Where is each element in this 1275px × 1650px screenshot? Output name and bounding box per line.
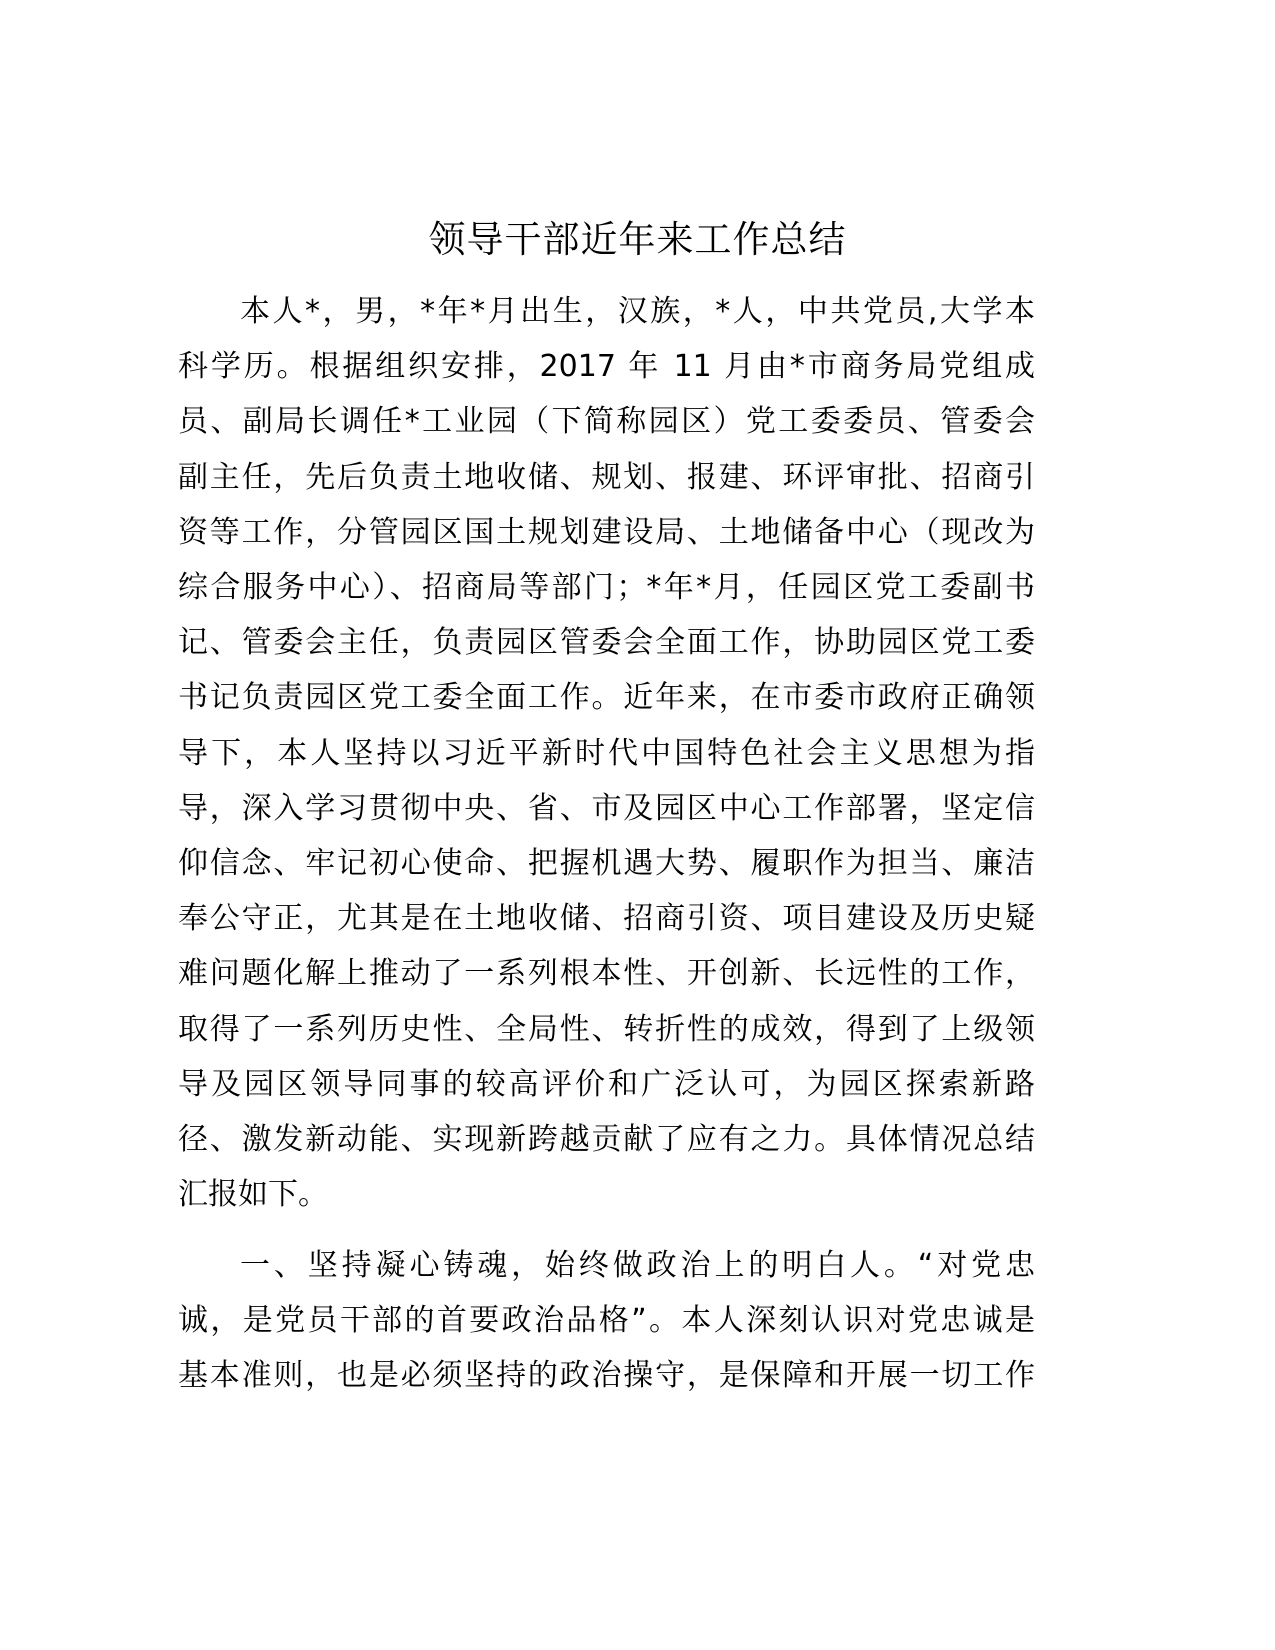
paragraph-1-line: 综合服务中心）、招商局等部门；*年*月，任园区党工委副书 (178, 570, 1035, 605)
paragraph-1-line: 奉公守正，尤其是在土地收储、招商引资、项目建设及历史疑 (178, 901, 1035, 937)
paragraph-2-line: 基本准则，也是必须坚持的政治操守，是保障和开展一切工作 (178, 1358, 1035, 1394)
document-title: 领导干部近年来工作总结 (428, 218, 847, 261)
paragraph-1-line: 书记负责园区党工委全面工作。近年来，在市委市政府正确领 (178, 680, 1035, 716)
paragraph-1-line: 难问题化解上推动了一系列根本性、开创新、长远性的工作， (178, 956, 1035, 992)
paragraph-1-line: 资等工作，分管园区国土规划建设局、土地储备中心（现改为 (178, 514, 1035, 550)
paragraph-1-line: 径、激发新动能、实现新跨越贡献了应有之力。具体情况总结 (178, 1122, 1035, 1157)
paragraph-2-line: 诚，是党员干部的首要政治品格”。本人深刻认识对党忠诚是 (178, 1303, 1035, 1339)
paragraph-1-line: 导，深入学习贯彻中央、省、市及园区中心工作部署，坚定信 (178, 790, 1035, 826)
paragraph-1-line: 员、副局长调任*工业园（下简称园区）党工委委员、管委会 (178, 404, 1035, 440)
paragraph-2-line: 一、坚持凝心铸魂，始终做政治上的明白人。“对党忠 (240, 1248, 1035, 1283)
paragraph-1-line: 本人*，男，*年*月出生，汉族，*人，中共党员,大学本 (240, 294, 1035, 329)
paragraph-1-line: 科学历。根据组织安排，2017 年 11 月由*市商务局党组成 (178, 349, 1035, 385)
paragraph-1-line: 导及园区领导同事的较高评价和广泛认可，为园区探索新路 (178, 1066, 1035, 1102)
paragraph-1-line: 汇报如下。 (178, 1177, 328, 1213)
paragraph-1-line: 副主任，先后负责土地收储、规划、报建、环评审批、招商引 (178, 459, 1035, 495)
paragraph-1-line: 取得了一系列历史性、全局性、转折性的成效，得到了上级领 (178, 1011, 1035, 1047)
paragraph-1-line: 导下，本人坚持以习近平新时代中国特色社会主义思想为指 (178, 735, 1035, 771)
paragraph-1-line: 记、管委会主任，负责园区管委会全面工作，协助园区党工委 (178, 625, 1035, 661)
paragraph-1-line: 仰信念、牢记初心使命、把握机遇大势、履职作为担当、廉洁 (178, 846, 1035, 881)
